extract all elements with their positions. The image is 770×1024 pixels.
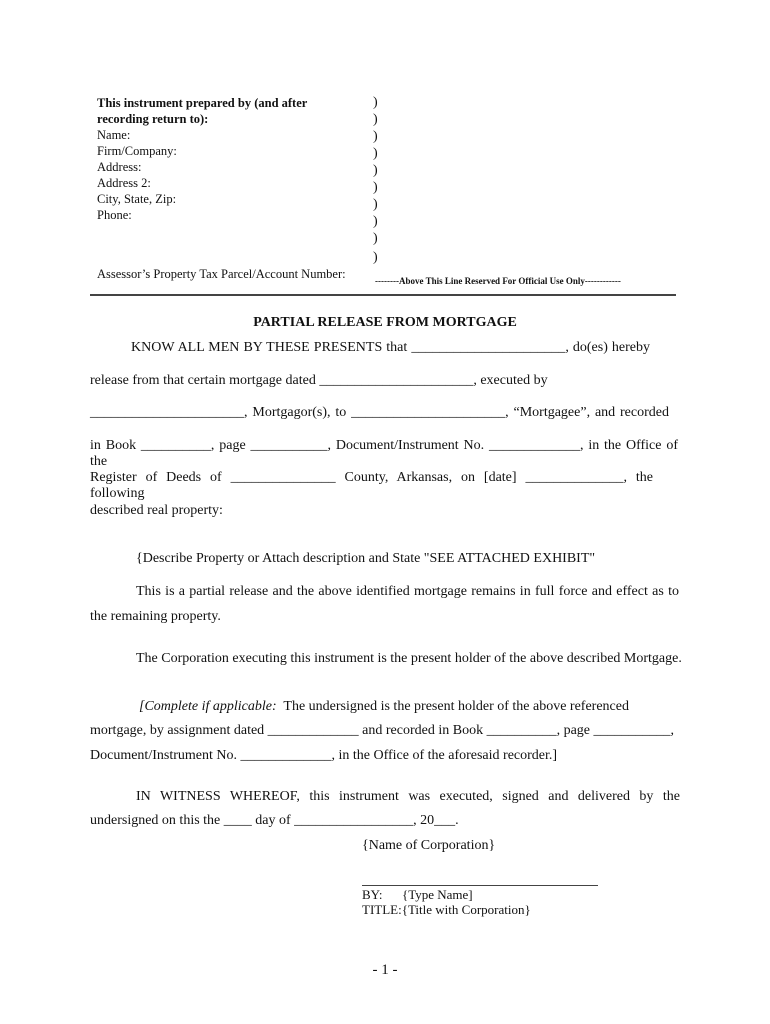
body-line: undersigned on this the ____ day of _________________, 20___. — [90, 813, 459, 828]
complete-if-applicable: [Complete if applicable: — [139, 699, 277, 714]
firm-field-label: Firm/Company: — [97, 144, 177, 158]
bracket-paren: ) — [373, 231, 378, 246]
bracket-paren: ) — [373, 112, 378, 127]
body-line: KNOW ALL MEN BY THESE PRESENTS that ______________________, do(es) hereby — [131, 340, 650, 355]
prepared-by-label: This instrument prepared by (and after — [97, 96, 308, 110]
name-field-label: Name: — [97, 128, 131, 142]
signer-title: TITLE:{Title with Corporation} — [362, 902, 531, 917]
official-use-notice: --------Above This Line Reserved For Official Use Only------------ — [375, 276, 621, 286]
address2-field-label: Address 2: — [97, 176, 151, 190]
signer-name: BY: {Type Name] — [362, 887, 473, 902]
body-line: Register of Deeds of _______________ County, Arkansas, on [date] ______________, the following — [90, 470, 653, 501]
body-line: This is a partial release and the above identified mortgage remains in full force and effect as to — [136, 584, 679, 599]
document-title: PARTIAL RELEASE FROM MORTGAGE — [253, 315, 517, 330]
bracket-paren: ) — [373, 197, 378, 212]
bracket-paren: ) — [373, 163, 378, 178]
body-line: The Corporation executing this instrument is the present holder of the above described Mortgage. — [136, 651, 682, 666]
header-divider — [90, 294, 676, 296]
parcel-number-label: Assessor’s Property Tax Parcel/Account Number: — [97, 267, 346, 281]
body-line: in Book __________, page ___________, Document/Instrument No. _____________, in the Office of the — [90, 438, 678, 469]
describe-property-placeholder: {Describe Property or Attach description and State "SEE ATTACHED EXHIBIT" — [136, 551, 596, 566]
bracket-paren: ) — [373, 180, 378, 195]
phone-field-label: Phone: — [97, 208, 132, 222]
body-line: IN WITNESS WHEREOF, this instrument was executed, signed and delivered by the — [136, 789, 680, 804]
page-number: - 1 - — [372, 962, 398, 978]
body-line: described real property: — [90, 503, 223, 518]
body-line: release from that certain mortgage dated ______________________, executed by — [90, 373, 548, 388]
bracket-paren: ) — [373, 214, 378, 229]
prepared-by-label-2: recording return to): — [97, 112, 209, 126]
signature-line — [362, 885, 598, 886]
body-line: mortgage, by assignment dated _____________ and recorded in Book __________, page ___________, — [90, 723, 675, 738]
body-line: the remaining property. — [90, 609, 221, 624]
body-text: The undersigned is the present holder of the above referenced — [276, 699, 629, 714]
body-line: Document/Instrument No. _____________, in the Office of the aforesaid recorder.] — [90, 748, 558, 763]
body-line — [139, 699, 629, 715]
address-field-label: Address: — [97, 160, 142, 174]
body-line: ______________________, Mortgagor(s), to ______________________, “Mortgagee”, and recorded — [90, 405, 669, 420]
city-state-zip-label: City, State, Zip: — [97, 192, 177, 206]
bracket-paren: ) — [373, 146, 378, 161]
bracket-paren: ) — [373, 129, 378, 144]
bracket-paren: ) — [373, 250, 378, 265]
bracket-paren: ) — [373, 95, 378, 110]
corporation-name-placeholder: {Name of Corporation} — [362, 838, 496, 853]
